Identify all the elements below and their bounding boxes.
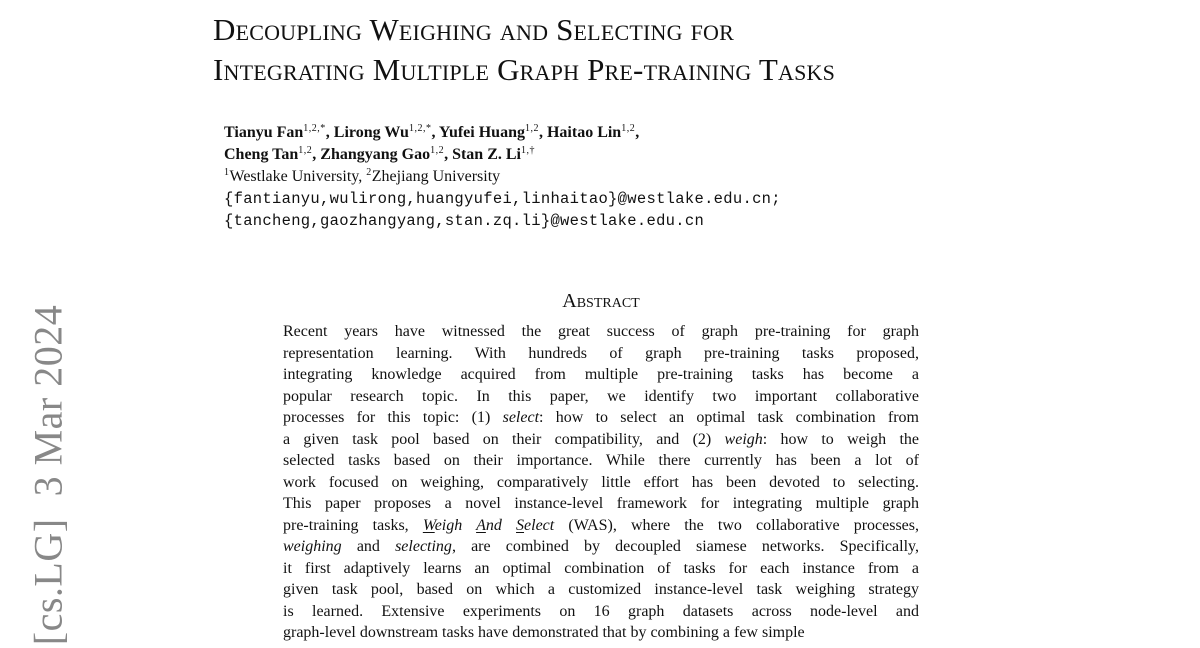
abstract-line: integrating knowledge acquired from multiple pre-training tasks has become a bbox=[283, 366, 919, 383]
author-line-2 bbox=[224, 144, 1044, 166]
author-name: Tianyu Fan bbox=[224, 124, 304, 141]
author-line-trailing-comma: , bbox=[635, 124, 640, 141]
abstract-line: This paper proposes a novel instance-level framework for integrating multiple graph bbox=[283, 495, 919, 512]
abstract-line: selected tasks based on their importance. While there currently has been a lot of bbox=[283, 452, 919, 469]
abstract-emphasis: elect bbox=[524, 516, 555, 534]
abstract-emphasis: selecting bbox=[395, 538, 452, 555]
abstract-line: processes for this topic: (1) select: how to select an optimal task combination from bbox=[283, 409, 919, 426]
email-line-2: {tancheng,gaozhangyang,stan.zq.li}@westlake.edu.cn bbox=[224, 212, 705, 230]
author-name: Yufei Huang bbox=[438, 124, 525, 141]
arxiv-category: [cs.LG] bbox=[25, 518, 71, 646]
author-affiliation-mark: 1,2 bbox=[524, 123, 539, 134]
abstract-line: a given task pool based on their compatibility, and (2) weigh: how to weigh the bbox=[283, 430, 919, 448]
abstract-underlined-initial: A bbox=[476, 516, 486, 534]
affiliation-mark: 1 bbox=[224, 167, 230, 178]
abstract-emphasis: nd bbox=[485, 516, 517, 534]
author-affiliation-mark: 1,2,* bbox=[408, 123, 432, 134]
arxiv-side-stamp bbox=[25, 305, 72, 645]
abstract-underlined-initial: W bbox=[422, 516, 435, 534]
author-name: Zhangyang Gao bbox=[320, 146, 431, 163]
abstract-body bbox=[283, 321, 919, 644]
author-affiliation-mark: 1,† bbox=[521, 145, 535, 156]
paper-title bbox=[213, 10, 1113, 90]
abstract-line: Recent years have witnessed the great success of graph pre-training for graph bbox=[283, 323, 919, 340]
affiliations bbox=[224, 166, 1044, 188]
author-line-1 bbox=[224, 122, 1044, 144]
author-block bbox=[224, 122, 1044, 232]
author-name: Lirong Wu bbox=[333, 124, 409, 141]
abstract-underlined-initial: S bbox=[516, 516, 525, 534]
abstract-emphasis: weigh bbox=[724, 430, 763, 448]
author-affiliation-mark: 1,2,* bbox=[303, 123, 326, 134]
abstract-line: popular research topic. In this paper, we identify two important collaborative bbox=[283, 387, 919, 405]
title-line-2: Integrating Multiple Graph Pre-training Tasks bbox=[213, 52, 836, 87]
author-separator: , bbox=[431, 124, 439, 141]
affiliation-westlake: Westlake University, bbox=[229, 168, 367, 185]
abstract-line: work focused on weighing, comparatively little effort has been devoted to selecting. bbox=[283, 473, 919, 491]
arxiv-date: 3 Mar 2024 bbox=[25, 304, 71, 497]
author-separator: , bbox=[325, 124, 334, 141]
abstract-line: weighing and selecting, are combined by decoupled siamese networks. Specifically, bbox=[283, 538, 919, 555]
abstract-line: it first adaptively learns an optimal combination of tasks for each instance from a bbox=[283, 559, 919, 577]
abstract-line: is learned. Extensive experiments on 16 graph datasets across node-level and bbox=[283, 602, 919, 620]
author-separator: , bbox=[538, 124, 547, 141]
author-separator: , bbox=[312, 146, 321, 163]
abstract-emphasis: weighing bbox=[283, 538, 342, 555]
author-affiliation-mark: 1,2 bbox=[430, 145, 445, 156]
title-line-1: Decoupling Weighing and Selecting for bbox=[213, 12, 735, 47]
affiliation-zhejiang: Zhejiang University bbox=[371, 168, 501, 185]
author-affiliation-mark: 1,2 bbox=[298, 145, 313, 156]
affiliation-mark: 2 bbox=[366, 167, 372, 178]
author-affiliation-mark: 1,2 bbox=[621, 123, 636, 134]
abstract-emphasis: eigh bbox=[434, 516, 477, 534]
author-name: Haitao Lin bbox=[546, 124, 622, 141]
author-name: Stan Z. Li bbox=[452, 146, 521, 163]
email-line-1: {fantianyu,wulirong,huangyufei,linhaitao}@westlake.edu.cn; bbox=[224, 190, 781, 208]
author-name: Cheng Tan bbox=[224, 146, 299, 163]
abstract-heading: Abstract bbox=[562, 290, 640, 312]
author-separator: , bbox=[444, 146, 453, 163]
abstract-line: representation learning. With hundreds of graph pre-training tasks proposed, bbox=[283, 344, 919, 362]
abstract-line: given task pool, based on which a customized instance-level task weighing strategy bbox=[283, 581, 919, 598]
abstract-line: graph-level downstream tasks have demonstrated that by combining a few simple bbox=[283, 624, 805, 641]
abstract-emphasis: select bbox=[502, 409, 540, 426]
abstract-line: pre-training tasks, Weigh And Select (WAS), where the two collaborative processes, bbox=[283, 516, 919, 534]
